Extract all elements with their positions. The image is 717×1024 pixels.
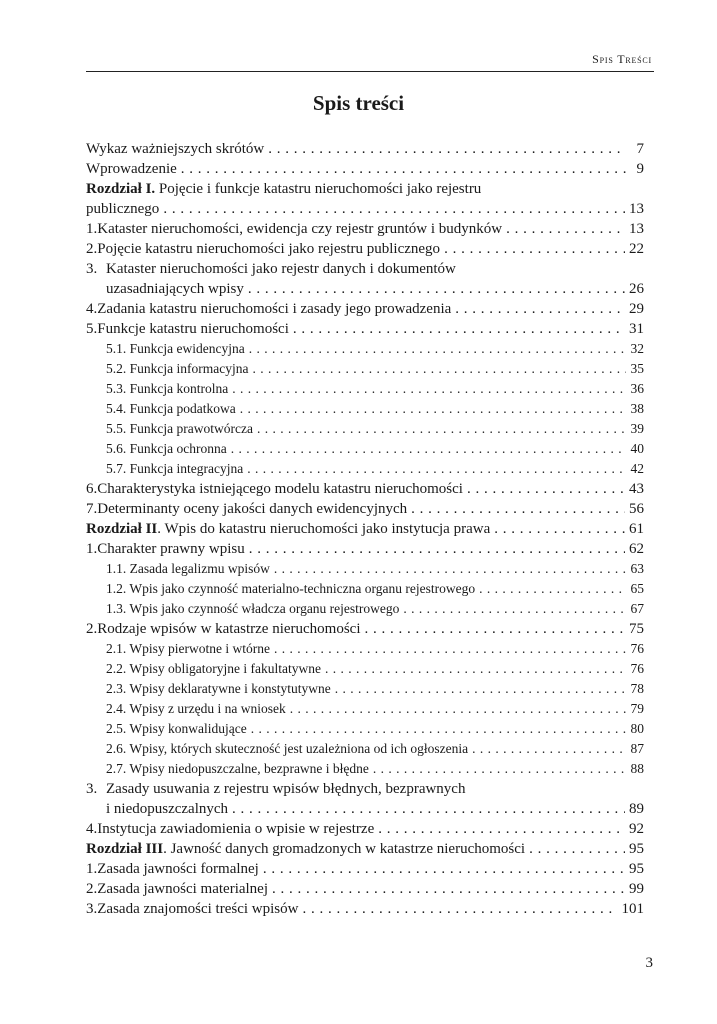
toc-subentry — [86, 459, 644, 479]
toc-page-number: 9 — [636, 161, 644, 177]
toc-subentry — [86, 399, 644, 419]
chapter-label: Rozdział III — [86, 841, 164, 857]
toc-entry-number: 3. — [86, 901, 98, 917]
toc-page-number: 65 — [630, 581, 644, 596]
chapter-label: Rozdział II — [86, 521, 158, 537]
toc-page-number: 61 — [629, 521, 644, 537]
toc-entry-title: Charakterystyka istniejącego modelu katastru nieruchomości — [97, 481, 463, 497]
toc-page-number: 38 — [630, 401, 644, 416]
toc-entry-title: . Jawność danych gromadzonych w katastrze nieruchomości — [163, 841, 526, 857]
toc-entry-title: 5.1. Funkcja ewidencyjna — [106, 341, 245, 356]
toc-entry-title: Funkcje katastru nieruchomości — [97, 321, 289, 337]
toc-page-number: 92 — [629, 821, 644, 837]
toc-entry-title: Pojęcie katastru nieruchomości jako rejestru publicznego — [97, 241, 441, 257]
toc-page-number: 13 — [629, 201, 644, 217]
toc-entry-title: 5.6. Funkcja ochronna — [106, 441, 227, 456]
toc-page-number: 76 — [630, 661, 644, 676]
toc-entry-title: 5.7. Funkcja integracyjna — [106, 461, 244, 476]
toc-page-number: 63 — [630, 561, 644, 576]
toc-subentry — [86, 639, 644, 659]
toc-entry-title: 2.3. Wpisy deklaratywne i konstytutywne — [106, 681, 331, 696]
toc-entry-number: 1. — [86, 221, 98, 237]
toc-entry — [86, 879, 644, 899]
toc-subentry — [86, 679, 644, 699]
toc-entry-title: Zasada znajomości treści wpisów — [97, 901, 299, 917]
toc-subentry — [86, 699, 644, 719]
toc-page-number: 39 — [630, 421, 644, 436]
toc-entry-title: 2.4. Wpisy z urzędu i na wniosek — [106, 701, 286, 716]
toc-entry-title: Zasada jawności materialnej — [97, 881, 269, 897]
toc-entry — [86, 619, 644, 639]
toc-page-number: 36 — [630, 381, 644, 396]
toc-page-number: 32 — [630, 341, 644, 356]
toc-entry-title: 2.2. Wpisy obligatoryjne i fakultatywne — [106, 661, 321, 676]
toc-entry-number: 3. — [86, 261, 98, 277]
toc-entry — [86, 539, 644, 559]
toc-entry — [86, 899, 644, 919]
toc-subentry — [86, 599, 644, 619]
toc-entry-title: Charakter prawny wpisu — [97, 541, 245, 557]
toc-entry-number: 5. — [86, 321, 98, 337]
toc-subentry — [86, 719, 644, 739]
toc-page-number: 67 — [630, 601, 644, 616]
toc-entry — [86, 259, 644, 299]
toc-entry-title: 5.3. Funkcja kontrolna — [106, 381, 229, 396]
toc-subentry — [86, 739, 644, 759]
toc-subentry — [86, 339, 644, 359]
toc-entry-title: 5.4. Funkcja podatkowa — [106, 401, 236, 416]
toc-entry-title: 2.6. Wpisy, których skuteczność jest uzależniona od ich ogłoszenia — [106, 741, 469, 756]
toc-entry-title: Wykaz ważniejszych skrótów — [86, 141, 265, 157]
toc-page-number: 95 — [629, 861, 644, 877]
running-head — [86, 46, 654, 72]
toc-page-number: 40 — [630, 441, 644, 456]
toc-entry-title-cont: uzasadniających wpisy — [106, 281, 244, 297]
toc-page-number: 75 — [629, 621, 644, 637]
toc-subentry — [86, 659, 644, 679]
toc-subentry — [86, 759, 644, 779]
toc-entry — [86, 499, 644, 519]
toc-entry — [86, 159, 644, 179]
toc-page-number: 31 — [629, 321, 644, 337]
toc-entry-number: 1. — [86, 861, 98, 877]
toc-entry-title: Rodzaje wpisów w katastrze nieruchomości — [97, 621, 361, 637]
toc-entry — [86, 319, 644, 339]
toc-page-number: 89 — [629, 801, 644, 817]
table-of-contents — [86, 139, 644, 919]
toc-entry-title: Pojęcie i funkcje katastru nieruchomości jako rejestru — [155, 181, 482, 197]
toc-page-number: 88 — [630, 761, 644, 776]
toc-entry — [86, 299, 644, 319]
toc-page-number: 99 — [629, 881, 644, 897]
toc-entry-number: 2. — [86, 621, 98, 637]
toc-page-number: 101 — [621, 901, 644, 917]
page-number: 3 — [645, 955, 653, 971]
toc-entry-title: Zasada jawności formalnej — [97, 861, 259, 877]
toc-entry-title: 2.7. Wpisy niedopuszczalne, bezprawne i błędne — [106, 761, 369, 776]
toc-entry-number: 2. — [86, 881, 98, 897]
toc-chapter-entry — [86, 179, 644, 219]
toc-entry — [86, 779, 644, 819]
toc-entry — [86, 479, 644, 499]
toc-page-number: 80 — [630, 721, 644, 736]
toc-page-number: 26 — [629, 281, 644, 297]
toc-subentry — [86, 419, 644, 439]
toc-entry-title: Zasady usuwania z rejestru wpisów błędnych, bezprawnych — [106, 781, 466, 797]
chapter-label: Rozdział I. — [86, 181, 156, 197]
toc-page-number: 13 — [629, 221, 644, 237]
toc-entry — [86, 139, 644, 159]
toc-entry-title: 2.1. Wpisy pierwotne i wtórne — [106, 641, 270, 656]
toc-subentry — [86, 439, 644, 459]
toc-page-number: 95 — [629, 841, 644, 857]
toc-page-number: 76 — [630, 641, 644, 656]
toc-page-number: 42 — [630, 461, 644, 476]
toc-entry-title: 1.3. Wpis jako czynność władcza organu rejestrowego — [106, 601, 400, 616]
toc-page-number: 62 — [629, 541, 644, 557]
page-title: Spis treści — [312, 91, 405, 115]
toc-page-number: 87 — [630, 741, 644, 756]
toc-entry-title: Zadania katastru nieruchomości i zasady jego prowadzenia — [97, 301, 452, 317]
toc-entry-title: 2.5. Wpisy konwalidujące — [106, 721, 247, 736]
toc-entry-number: 4. — [86, 821, 98, 837]
toc-subentry — [86, 379, 644, 399]
toc-entry-title: Kataster nieruchomości jako rejestr danych i dokumentów — [106, 261, 456, 277]
toc-entry — [86, 239, 644, 259]
toc-subentry — [86, 579, 644, 599]
toc-chapter-entry — [86, 519, 644, 539]
toc-entry-title: Instytucja zawiadomienia o wpisie w rejestrze — [97, 821, 375, 837]
toc-entry-number: 7. — [86, 501, 98, 517]
toc-page-number: 78 — [630, 681, 644, 696]
toc-entry-number: 3. — [86, 781, 98, 797]
toc-entry-title-cont: publicznego — [86, 201, 160, 217]
toc-subentry — [86, 559, 644, 579]
toc-chapter-entry — [86, 839, 644, 859]
toc-entry-title: . Wpis do katastru nieruchomości jako instytucja prawa — [157, 521, 491, 537]
toc-entry-number: 4. — [86, 301, 98, 317]
toc-entry-number: 1. — [86, 541, 98, 557]
toc-entry-title-cont: i niedopuszczalnych — [106, 801, 229, 817]
toc-entry-title: 5.5. Funkcja prawotwórcza — [106, 421, 253, 436]
toc-entry-title: Determinanty oceny jakości danych ewidencyjnych — [97, 501, 408, 517]
toc-entry — [86, 819, 644, 839]
toc-entry-title: 1.1. Zasada legalizmu wpisów — [106, 561, 270, 576]
toc-entry-title: 1.2. Wpis jako czynność materialno-techniczna organu rejestrowego — [106, 581, 476, 596]
toc-page-number: 35 — [630, 361, 644, 376]
toc-entry-number: 2. — [86, 241, 98, 257]
toc-page-number: 56 — [629, 501, 644, 517]
toc-page-number: 22 — [629, 241, 644, 257]
toc-page-number: 29 — [629, 301, 644, 317]
toc-entry-title: Wprowadzenie — [86, 161, 177, 177]
toc-entry-title: Kataster nieruchomości, ewidencja czy rejestr gruntów i budynków — [97, 221, 503, 237]
toc-page-number: 79 — [630, 701, 644, 716]
toc-entry — [86, 859, 644, 879]
toc-page-number: 43 — [629, 481, 644, 497]
toc-entry — [86, 219, 644, 239]
toc-entry-title: 5.2. Funkcja informacyjna — [106, 361, 249, 376]
running-head-title: Spis Treści — [592, 52, 652, 66]
toc-subentry — [86, 359, 644, 379]
toc-entry-number: 6. — [86, 481, 98, 497]
toc-page-number: 7 — [636, 141, 644, 157]
